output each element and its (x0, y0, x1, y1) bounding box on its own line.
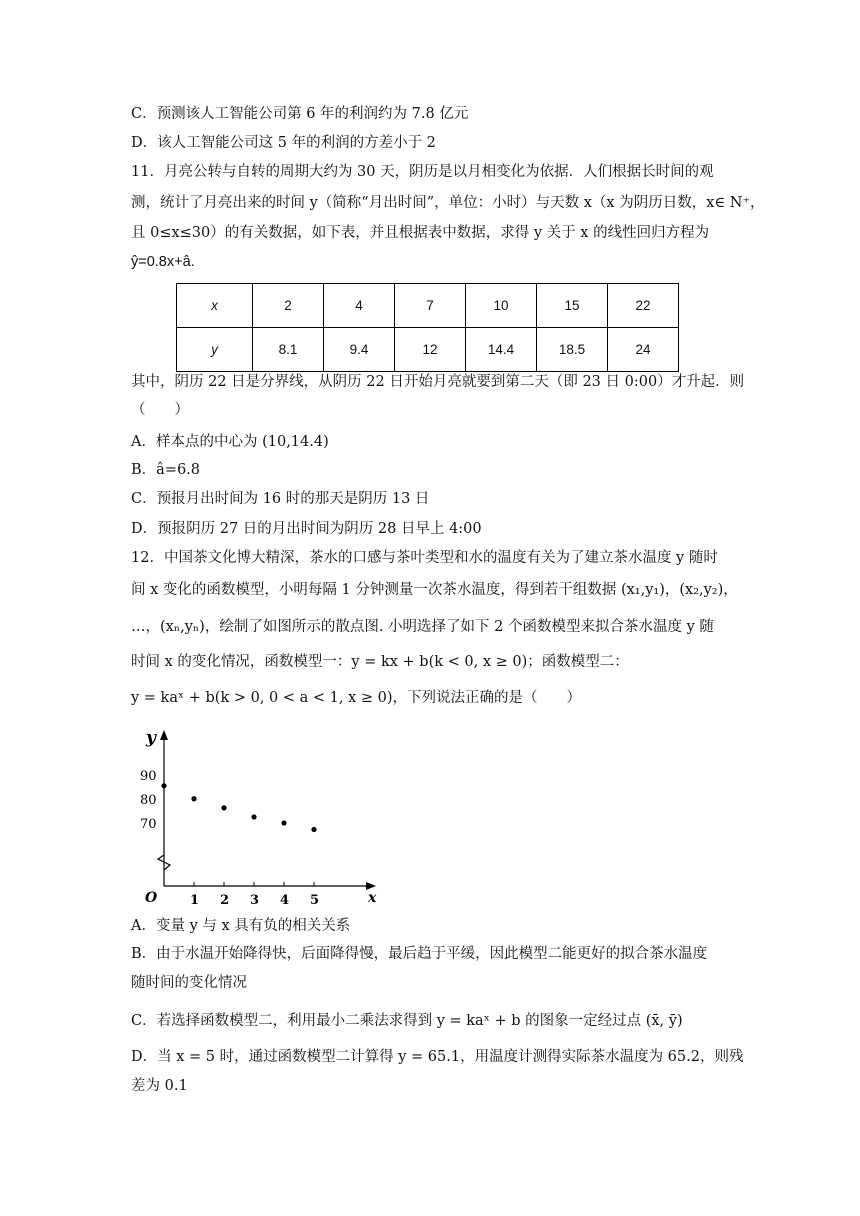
y-axis-arrow-icon (160, 730, 168, 740)
y-axis-label: y (146, 728, 156, 748)
x-tick-label: 3 (250, 893, 260, 904)
x-tick-label: 2 (220, 893, 230, 904)
table-cell-y: 12 (395, 328, 466, 372)
q12-stem-line-2: 间 x 变化的函数模型，小明每隔 1 分钟测量一次茶水温度，得到若干组数据 (x₁,y₁)，(x₂,y₂)， (131, 582, 738, 598)
scatter-point (221, 805, 226, 810)
scatter-point (191, 796, 196, 801)
q12-stem-line-3: …，(xₙ,yₙ)，绘制了如图所示的散点图. 小明选择了如下 2 个函数模型来拟合茶水温度 y 随 (131, 619, 714, 635)
x-axis-label: x (368, 890, 377, 904)
x-tick-label: 5 (310, 893, 320, 904)
table-row-y (177, 328, 679, 372)
q12-option-d-line-1: D．当 x = 5 时，通过函数模型二计算得 y = 65.1，用温度计测得实际茶水温度为 65.2，则残 (131, 1049, 744, 1065)
scatter-point (251, 814, 256, 819)
q12-stem-line-5: y = kaˣ + b(k > 0, 0 < a < 1, x ≥ 0)，下列说法正确的是（ ） (131, 690, 582, 706)
q12-stem-line-4: 时间 x 的变化情况，函数模型一：y = kx + b(k < 0, x ≥ 0)；函数模型二： (131, 654, 629, 670)
table-row-label-x: x (177, 284, 253, 328)
scatter-point (311, 827, 316, 832)
x-axis-arrow-icon (366, 882, 376, 890)
q11-stem-line-3: 且 0≤x≤30）的有关数据，如下表，并且根据表中数据，求得 y 关于 x 的线性回归方程为 (131, 225, 710, 241)
q11-option-a: A．样本点的中心为 (10,14.4) (131, 434, 329, 450)
q12-option-a: A．变量 y 与 x 具有负的相关关系 (131, 918, 351, 934)
table-cell-x: 22 (608, 284, 679, 328)
q12-option-d-line-2: 差为 0.1 (131, 1078, 188, 1094)
q10-option-d: D．该人工智能公司这 5 年的利润的方差小于 2 (131, 135, 436, 151)
table-row-label-y: y (177, 328, 253, 372)
q11-option-c: C．预报月出时间为 16 时的那天是阴历 13 日 (131, 491, 430, 507)
table-row-x (177, 284, 679, 328)
q10-option-c: C．预测该人工智能公司第 6 年的利润约为 7.8 亿元 (131, 106, 469, 122)
q12-stem-line-1: 12．中国茶文化博大精深，茶水的口感与茶叶类型和水的温度有关为了建立茶水温度 y 随时 (131, 550, 718, 566)
table-cell-y: 9.4 (324, 328, 395, 372)
table-cell-y: 14.4 (466, 328, 537, 372)
table-cell-y: 24 (608, 328, 679, 372)
q12-scatter-plot (126, 724, 386, 904)
x-tick-label: 4 (280, 893, 290, 904)
y-tick-label: 70 (140, 817, 157, 832)
table-cell-x: 7 (395, 284, 466, 328)
x-tick-label: 1 (190, 893, 200, 904)
table-cell-x: 15 (537, 284, 608, 328)
q11-answer-bracket: （ ） (131, 402, 189, 418)
table-cell-x: 4 (324, 284, 395, 328)
q12-option-c: C．若选择函数模型二，利用最小二乘法求得到 y = kaˣ + b 的图象一定经过点 (x̄, ȳ) (131, 1013, 683, 1029)
y-tick-label: 90 (140, 769, 157, 784)
q11-option-b: B．â=6.8 (131, 462, 201, 478)
table-cell-y: 18.5 (537, 328, 608, 372)
q11-after-table-line-1: 其中，阴历 22 日是分界线，从阴历 22 日开始月亮就要到第二天（即 23 日 0:00）才升起．则 (131, 374, 745, 390)
q11-regression-equation: ŷ=0.8x+â. (131, 254, 195, 270)
q11-stem-line-2: 测，统计了月亮出来的时间 y（简称“月出时间”，单位：小时）与天数 x（x 为阴历日数，x∈ N⁺， (131, 195, 765, 211)
q11-option-d: D．预报阴历 27 日的月出时间为阴历 28 日早上 4:00 (131, 521, 482, 537)
scatter-point (281, 820, 286, 825)
q11-stem-line-1: 11．月亮公转与自转的周期大约为 30 天，阴历是以月相变化为依据．人们根据长时间的观 (131, 164, 714, 180)
table-cell-x: 2 (253, 284, 324, 328)
table-cell-y: 8.1 (253, 328, 324, 372)
q12-option-b-line-2: 随时间的变化情况 (131, 975, 247, 991)
q12-option-b-line-1: B．由于水温开始降得快，后面降得慢，最后趋于平缓，因此模型二能更好的拟合茶水温度 (131, 946, 708, 962)
y-tick-label: 80 (140, 793, 157, 808)
q11-data-table (176, 283, 679, 372)
scatter-point (161, 783, 166, 788)
table-cell-x: 10 (466, 284, 537, 328)
origin-label: O (145, 890, 158, 904)
